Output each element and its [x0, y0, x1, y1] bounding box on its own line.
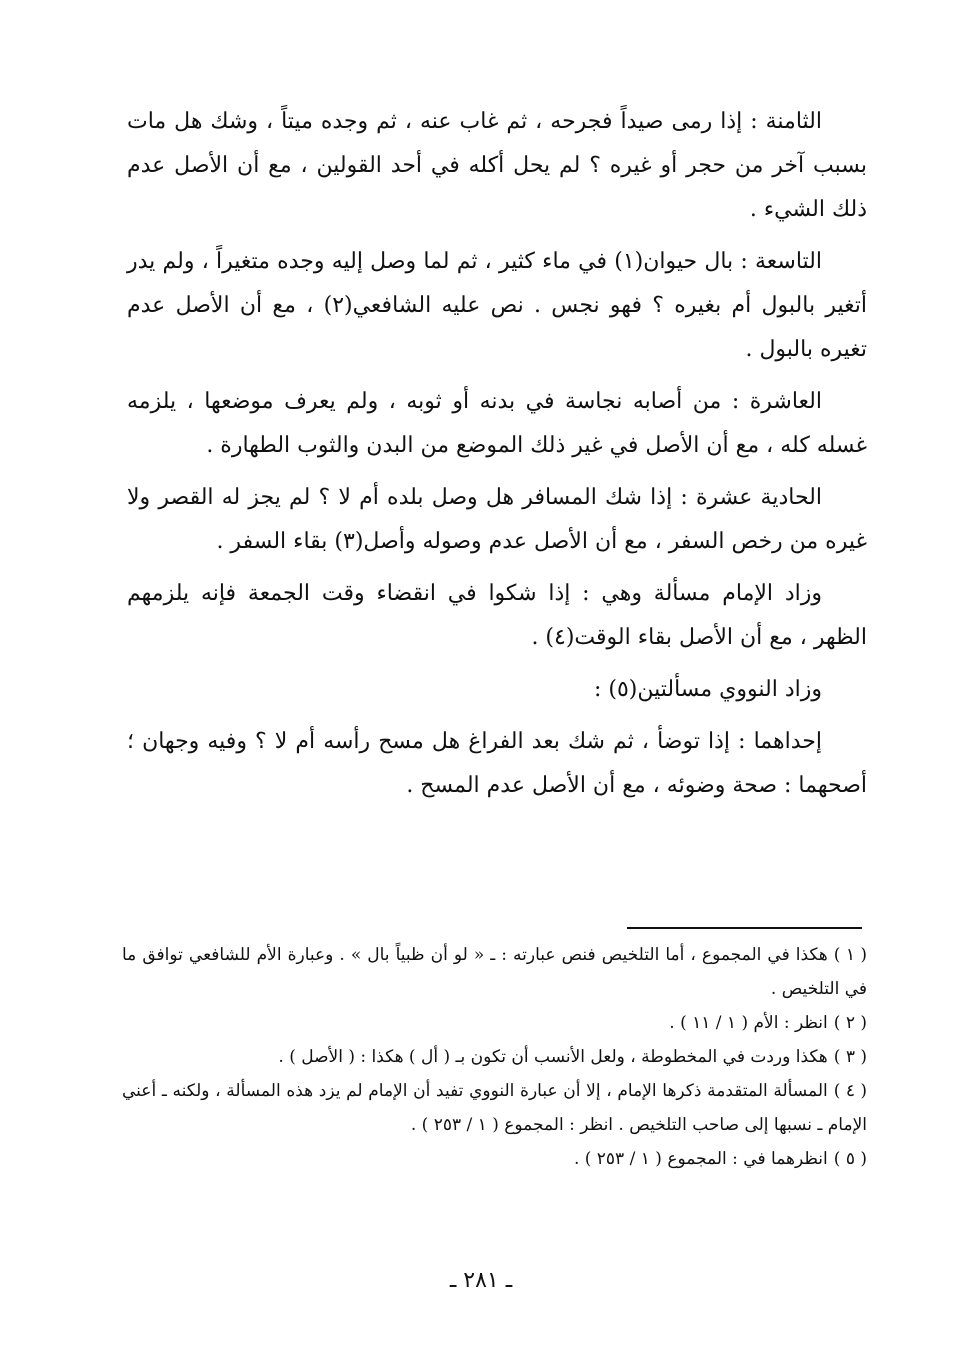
- footnote-text: المسألة المتقدمة ذكرها الإمام ، إلا أن عبارة النووي تفيد أن الإمام لم يزد هذه المسألة ، ولكنه ـ أعني الإمام ـ نسبها إلى صاحب التلخيص . انظر : المجموع ( ١ / ٢٥٣ ) .: [122, 1081, 867, 1135]
- footnote-number: ( ٥ ): [833, 1149, 867, 1169]
- footnote-divider: [627, 927, 862, 929]
- paragraph-ninth: التاسعة : بال حيوان(١) في ماء كثير ، ثم لما وصل إليه وجده متغيراً ، ولم يدر أتغير بالبول أم بغيره ؟ فهو نجس . نص عليه الشافعي(٢) ، مع أن الأصل عدم تغيره بالبول .: [127, 249, 867, 362]
- footnote-5: [122, 1142, 867, 1176]
- paragraph-first-issue: إحداهما : إذا توضأ ، ثم شك بعد الفراغ هل مسح رأسه أم لا ؟ وفيه وجهان ؛ أصحهما : صحة وضوئه ، مع أن الأصل عدم المسح .: [127, 729, 867, 798]
- paragraph-nawawi-addition: وزاد النووي مسألتين(٥) :: [593, 677, 822, 702]
- footnote-2: [122, 1006, 867, 1040]
- paragraph-tenth: العاشرة : من أصابه نجاسة في بدنه أو ثوبه ، ولم يعرف موضعها ، يلزمه غسله كله ، مع أن الأصل في غير ذلك الموضع من البدن والثوب الطهارة .: [127, 389, 867, 458]
- footnote-number: ( ٤ ): [833, 1081, 867, 1101]
- paragraph-eighth: الثامنة : إذا رمى صيداً فجرحه ، ثم غاب عنه ، ثم وجده ميتاً ، وشك هل مات بسبب آخر من حجر أو غيره ؟ لم يحل أكله في أحد القولين ، مع أن الأصل عدم ذلك الشيء .: [127, 109, 867, 222]
- paragraph-imam-addition: وزاد الإمام مسألة وهي : إذا شكوا في انقضاء وقت الجمعة فإنه يلزمهم الظهر ، مع أن الأصل بقاء الوقت(٤) .: [127, 581, 867, 650]
- footnotes: [122, 938, 867, 1176]
- footnote-text: انظر : الأم ( ١ / ١١ ) .: [669, 1013, 828, 1033]
- footnote-1: [122, 938, 867, 1006]
- footnote-text: هكذا في المجموع ، أما التلخيص فنص عبارته : ـ « لو أن ظبياً بال » . وعبارة الأم للشافعي توافق ما في التلخيص .: [122, 945, 867, 999]
- footnote-number: ( ٣ ): [833, 1047, 867, 1067]
- main-text: [127, 100, 867, 816]
- footnote-text: انظرهما في : المجموع ( ١ / ٢٥٣ ) .: [573, 1149, 828, 1169]
- footnote-text: هكذا وردت في المخطوطة ، ولعل الأنسب أن تكون بـ ( أل ) هكذا : ( الأصل ) .: [278, 1047, 828, 1067]
- footnote-number: ( ١ ): [833, 945, 867, 965]
- page-number: ـ ٢٨١ ـ: [449, 1268, 513, 1293]
- paragraph-eleventh: الحادية عشرة : إذا شك المسافر هل وصل بلده أم لا ؟ لم يجز له القصر ولا غيره من رخص السفر ، مع أن الأصل عدم وصوله وأصل(٣) بقاء السفر .: [127, 485, 867, 554]
- footnote-3: [122, 1040, 867, 1074]
- footnote-4: [122, 1074, 867, 1142]
- footnote-number: ( ٢ ): [833, 1013, 867, 1033]
